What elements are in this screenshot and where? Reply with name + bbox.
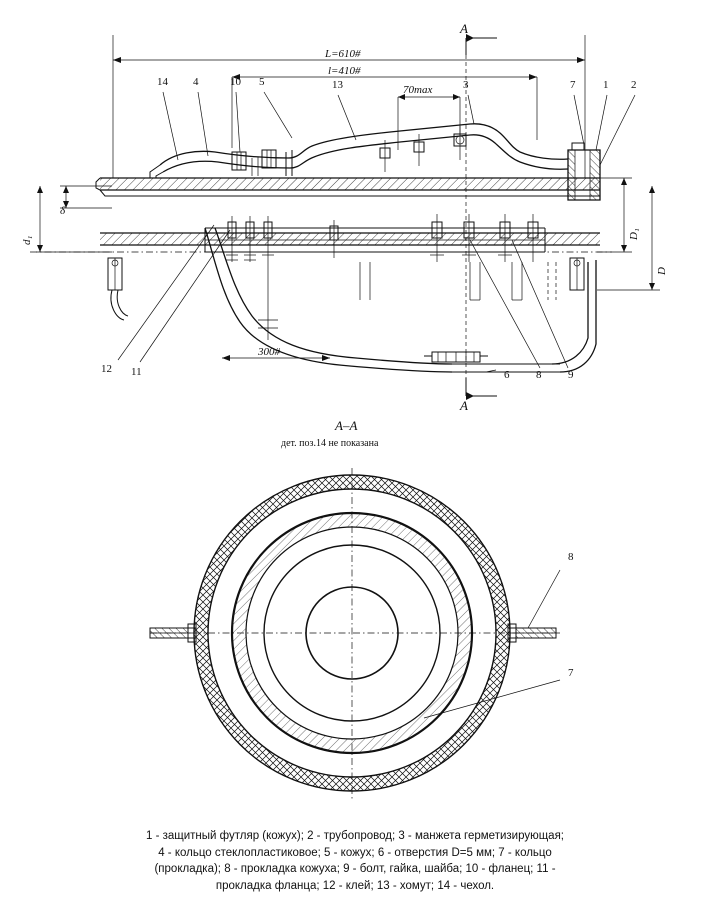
dimension-text-300: 300# bbox=[258, 346, 280, 358]
callout-6: 6 bbox=[504, 369, 510, 381]
dimension-length-inner bbox=[232, 74, 537, 148]
dimension-text-d1: d₁ bbox=[21, 235, 33, 245]
clamp-strip bbox=[232, 150, 292, 176]
sealing-sleeve-profile bbox=[150, 124, 568, 178]
dimension-text-delta: δ bbox=[60, 205, 66, 217]
callout-5: 5 bbox=[259, 76, 265, 88]
legend-block bbox=[70, 828, 640, 894]
inner-pipe bbox=[30, 233, 612, 252]
callout-10: 10 bbox=[230, 76, 241, 88]
legend-line-2: 4 - кольцо стеклопластиковое; 5 - кожух; 6 - отверстия D=5 мм; 7 - кольцо bbox=[158, 846, 552, 859]
section-label-a-top: A bbox=[460, 21, 468, 36]
leader-section-8 bbox=[528, 570, 560, 628]
dimension-text-70max: 70max bbox=[403, 84, 433, 96]
stud-right bbox=[508, 624, 556, 642]
callout-13: 13 bbox=[332, 79, 343, 91]
dimension-text-L: L=610# bbox=[325, 48, 361, 60]
longitudinal-section-view bbox=[21, 21, 668, 413]
section-mark-a-top bbox=[466, 34, 497, 55]
section-mark-a-bottom bbox=[466, 378, 497, 400]
callout-11: 11 bbox=[131, 366, 142, 378]
section-label-a-bottom: A bbox=[460, 398, 468, 413]
dimension-text-D1: D₁ bbox=[628, 228, 640, 240]
section-title: A–A bbox=[335, 418, 358, 433]
callout-8: 8 bbox=[536, 369, 542, 381]
callout-1: 1 bbox=[603, 79, 609, 91]
callout-14: 14 bbox=[157, 76, 168, 88]
callout-7: 7 bbox=[570, 79, 576, 91]
callout-section-7: 7 bbox=[568, 667, 574, 679]
holes-bracket bbox=[424, 352, 488, 362]
callout-4: 4 bbox=[193, 76, 199, 88]
callout-12: 12 bbox=[101, 363, 112, 375]
callout-9: 9 bbox=[568, 369, 574, 381]
bolt-group-upper bbox=[380, 126, 584, 172]
callout-section-8: 8 bbox=[568, 551, 574, 563]
dimension-text-l: l=410# bbox=[328, 65, 361, 77]
callout-2: 2 bbox=[631, 79, 637, 91]
support-hooks bbox=[108, 258, 584, 320]
stud-left bbox=[150, 624, 196, 642]
legend-line-3: (прокладка); 8 - прокладка кожуха; 9 - болт, гайка, шайба; 10 - фланец; 11 - bbox=[154, 863, 556, 875]
dimension-text-D: D bbox=[656, 267, 668, 275]
section-aa-view bbox=[150, 418, 574, 800]
section-note: дет. поз.14 не показана bbox=[281, 438, 379, 449]
callout-3: 3 bbox=[463, 79, 469, 91]
leader-lines-bottom bbox=[118, 225, 568, 372]
legend-line-4: прокладка фланца; 12 - клей; 13 - хомут; 14 - чехол. bbox=[215, 879, 495, 892]
legend-line-1: 1 - защитный футляр (кожух); 2 - трубопровод; 3 - манжета герметизирующая; bbox=[145, 830, 564, 842]
